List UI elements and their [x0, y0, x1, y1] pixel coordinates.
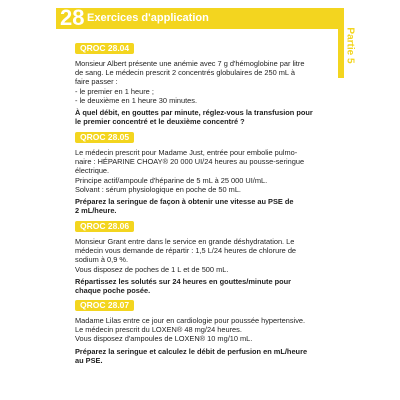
exercise-code-badge: QROC 28.07: [75, 300, 134, 311]
exercise-text-line: Principe actif/ampoule d'héparine de 5 mL à 25 000 UI/mL.: [75, 175, 268, 185]
exercise-code-badge: QROC 28.05: [75, 132, 134, 143]
exercise-text-line: sodium à 0,9 %.: [75, 255, 128, 265]
exercise-text-line: faire passer :: [75, 77, 118, 87]
exercise-text-line: - le deuxième en 1 heure 30 minutes.: [75, 95, 198, 105]
exercise-text-line: électrique.: [75, 166, 110, 176]
exercise-text-line: Vous disposez de poches de 1 L et de 500 mL.: [75, 264, 229, 274]
exercise-question-line: chaque poche posée.: [75, 286, 151, 296]
exercise-text-line: Solvant : sérum physiologique en poche de 50 mL.: [75, 184, 241, 194]
exercise-question-line: le premier concentré et le deuxième concentré ?: [75, 117, 245, 127]
exercise-text-line: - le premier en 1 heure ;: [75, 86, 154, 96]
exercise-text-line: de sang. Le médecin prescrit 2 concentrés globulaires de 250 mL à: [75, 68, 295, 78]
side-part-label: Partie 5: [344, 27, 356, 64]
exercise-text-line: Vous disposez d'ampoules de LOXEN® 10 mg/10 mL.: [75, 334, 253, 344]
exercise-question-line: Répartissez les solutés sur 24 heures en gouttes/minute pour: [75, 276, 292, 286]
chapter-title: Exercices d'application: [87, 12, 209, 24]
exercise-text-line: Madame Lilas entre ce jour en cardiologie pour poussée hypertensive.: [75, 316, 306, 325]
exercise-text-line: Monsieur Albert présente une anémie avec 7 g d'hémoglobine par litre: [75, 59, 305, 68]
exercise-question-line: au PSE.: [75, 355, 103, 365]
exercise-code-badge: QROC 28.04: [75, 43, 134, 54]
exercise-block: [75, 127, 325, 215]
exercise-text-line: naire : HÉPARINE CHOAY® 20 000 UI/24 heures au pousse-seringue: [75, 157, 305, 167]
exercise-block: [75, 216, 325, 295]
exercise-question-line: 2 mL/heure.: [75, 206, 117, 216]
exercise-question-line: À quel débit, en gouttes par minute, réglez-vous la transfusion pour: [75, 108, 313, 118]
exercise-question-line: Préparez la seringue et calculez le débit de perfusion en mL/heure: [75, 346, 308, 356]
side-tab: [338, 8, 344, 78]
exercise-text-line: médecin vous demande de répartir : 1,5 L/24 heures de chlorure de: [75, 246, 297, 256]
exercise-block: [75, 38, 325, 126]
exercise-text-line: Le médecin prescrit du LOXEN® 48 mg/24 heures.: [75, 325, 242, 335]
exercise-text-line: Monsieur Grant entre dans le service en grande déshydratation. Le: [75, 237, 295, 246]
exercise-code-badge: QROC 28.06: [75, 221, 134, 232]
exercise-question-line: Préparez la seringue de façon à obtenir une vitesse au PSE de: [75, 197, 294, 207]
chapter-number: 28: [60, 5, 85, 30]
exercise-block: [75, 295, 325, 365]
exercise-text-line: Le médecin prescrit pour Madame Just, entrée pour embolie pulmo-: [75, 148, 298, 157]
